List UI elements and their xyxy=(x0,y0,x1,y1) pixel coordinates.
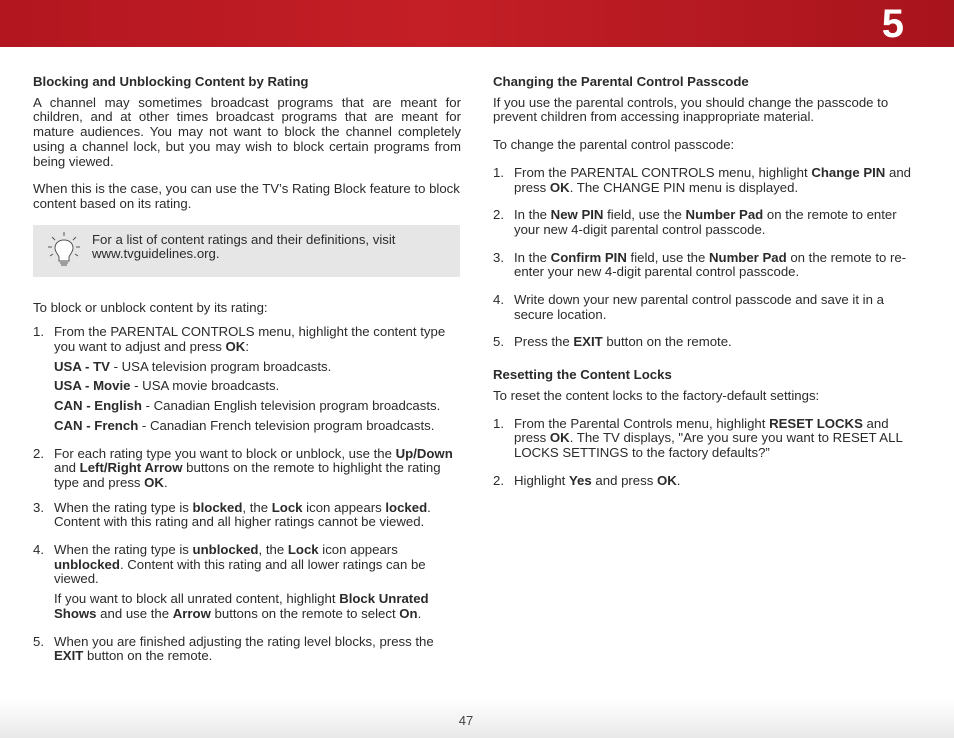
reset-intro: To reset the content locks to the factory-default settings: xyxy=(493,387,820,403)
left-column xyxy=(33,75,461,664)
list-item: 4. Write down your new parental control passcode and save it in a secure location. xyxy=(493,292,884,322)
block-intro: To block or unblock content by its rating: xyxy=(33,299,268,315)
list-item: 1. From the PARENTAL CONTROLS menu, highlight the content type you want to adjust and press OK: USA - TV - USA television program broadcasts. USA - Movie - USA movie broadcasts. CAN - English - Canadian English television program broadcasts. CAN - French - Canadian French television program broadcasts. xyxy=(33,325,461,433)
section-heading-passcode: Changing the Parental Control Passcode xyxy=(493,74,749,89)
chapter-header-bar xyxy=(0,0,954,47)
note-text: For a list of content ratings and their definitions, visit www.tvguidelines.org. xyxy=(92,231,396,262)
list-item: 4. When the rating type is unblocked, the Lock icon appears unblocked. Content with this rating and all lower ratings can be viewed. If you want to block all unrated content, highlight Block Unrated Shows and use the Arrow buttons on the remote to select On. xyxy=(33,543,461,622)
list-item: 5. When you are finished adjusting the rating level blocks, press the EXIT button on the remote. xyxy=(33,633,434,664)
rating-type-can-english: CAN - English - Canadian English television program broadcasts. xyxy=(54,398,441,414)
right-column xyxy=(493,75,923,488)
paragraph-rating-block: When this is the case, you can use the TV’s Rating Block feature to block content based on its rating. xyxy=(33,181,460,211)
rating-steps-list xyxy=(33,325,461,664)
list-item: 1. From the PARENTAL CONTROLS menu, highlight Change PIN and press OK. The CHANGE PIN menu is displayed. xyxy=(493,164,911,195)
list-item: 5. Press the EXIT button on the remote. xyxy=(493,334,732,350)
page-number: 47 xyxy=(458,713,474,728)
unrated-note: If you want to block all unrated content, highlight Block Unrated Shows and use the Arrow buttons on the remote to select On. xyxy=(54,591,429,621)
list-item: 1. From the Parental Controls menu, highlight RESET LOCKS and press OK. The TV displays, "Are you sure you want to RESET ALL LOCKS SETTINGS to the factory defaults?” xyxy=(493,415,903,460)
rating-type-usa-movie: USA - Movie - USA movie broadcasts. xyxy=(54,378,280,394)
rating-type-usa-tv: USA - TV - USA television program broadcasts. xyxy=(54,358,332,374)
paragraph-intro: A channel may sometimes broadcast programs that are meant for children, and at other times broadcast programs that are meant for mature audiences. You may not want to block the channel completely using a channel lock, but you may wish to block certain programs from being viewed. xyxy=(33,94,461,169)
passcode-steps-list xyxy=(493,166,923,350)
chapter-number: 5 xyxy=(881,2,904,46)
reset-steps-list xyxy=(493,417,923,489)
list-item: 2. In the New PIN field, use the Number Pad on the remote to enter your new 4-digit parental control passcode. xyxy=(493,207,897,237)
section-heading-reset-locks: Resetting the Content Locks xyxy=(493,367,672,383)
list-item: 3. When the rating type is blocked, the Lock icon appears locked. Content with this rating and all higher ratings cannot be viewed. xyxy=(33,499,431,530)
rating-type-can-french: CAN - French - Canadian French television program broadcasts. xyxy=(54,417,435,433)
section-heading-rating-block: Blocking and Unblocking Content by Rating xyxy=(33,74,309,89)
note-box xyxy=(33,225,460,277)
list-item: 2. Highlight Yes and press OK. xyxy=(493,472,681,488)
list-item: 3. In the Confirm PIN field, use the Number Pad on the remote to re-enter your new 4-digit parental control passcode. xyxy=(493,249,907,280)
paragraph-passcode: If you use the parental controls, you should change the passcode to prevent children from accessing inappropriate material. xyxy=(493,94,889,125)
passcode-intro: To change the parental control passcode: xyxy=(493,137,735,153)
list-item: 2. For each rating type you want to block or unblock, use the Up/Down and Left/Right Arrow buttons on the remote to highlight the rating type and press OK. xyxy=(33,445,453,490)
lightbulb-icon xyxy=(47,231,81,271)
